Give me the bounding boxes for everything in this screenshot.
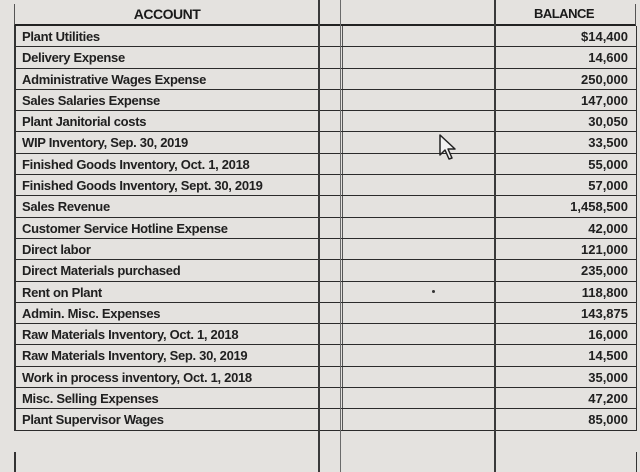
balance-value: $14,400: [581, 29, 628, 44]
cell-divider: [342, 132, 343, 152]
cell-divider: [342, 345, 343, 365]
balance-value: 85,000: [588, 412, 628, 428]
empty-cell: [320, 324, 496, 344]
cell-divider: [342, 218, 343, 238]
empty-cell: [320, 196, 496, 216]
account-name: Work in process inventory, Oct. 1, 2018: [16, 367, 320, 387]
balance-value: 250,000: [581, 71, 628, 87]
mouse-pointer-icon: [438, 133, 460, 161]
table-row: [16, 196, 636, 217]
cell-divider: [342, 196, 343, 216]
balance-value: 118,800: [581, 284, 628, 300]
empty-cell: [320, 218, 496, 238]
account-name: Direct labor: [16, 239, 320, 259]
balance-value: 33,500: [588, 135, 628, 151]
account-name: Admin. Misc. Expenses: [16, 303, 320, 323]
account-name: WIP Inventory, Sep. 30, 2019: [16, 132, 320, 152]
table-row: [16, 303, 636, 324]
account-name: Delivery Expense: [16, 47, 320, 67]
empty-cell: [320, 175, 496, 195]
empty-cell: [320, 282, 496, 302]
empty-cell: [320, 90, 496, 110]
cell-divider: [342, 175, 343, 195]
table-row: [16, 47, 636, 68]
empty-cell: [320, 345, 496, 365]
account-column-header: ACCOUNT: [133, 6, 201, 22]
account-name: Raw Materials Inventory, Sep. 30, 2019: [16, 345, 320, 365]
balance-value: 147,000: [581, 92, 628, 108]
empty-cell: [320, 367, 496, 387]
table-row: [16, 132, 636, 153]
account-table: [14, 26, 637, 431]
table-row: [16, 90, 636, 111]
screen-speck: [432, 290, 435, 293]
balance-value: 47,200: [588, 391, 628, 407]
table-row: [16, 69, 636, 90]
table-row: [16, 367, 636, 388]
balance-value: 14,600: [588, 50, 628, 66]
account-name: Rent on Plant: [16, 282, 320, 302]
empty-cell: [320, 132, 496, 152]
account-name: Administrative Wages Expense: [16, 69, 320, 89]
account-name: Customer Service Hotline Expense: [16, 218, 320, 238]
cell-divider: [342, 69, 343, 89]
empty-cell: [320, 409, 496, 429]
table-row: [16, 345, 636, 366]
balance-value: 35,000: [588, 369, 628, 385]
cell-divider: [342, 26, 343, 46]
cell-divider: [342, 47, 343, 67]
account-name: Plant Supervisor Wages: [16, 409, 320, 429]
balance-value: 30,050: [588, 114, 628, 130]
account-name: Direct Materials purchased: [16, 260, 320, 280]
cell-divider: [342, 388, 343, 408]
empty-row: [14, 452, 637, 472]
table-row: [16, 388, 636, 409]
balance-value: 1,458,500: [570, 199, 628, 215]
table-row: [16, 409, 636, 430]
cell-divider: [342, 260, 343, 280]
cell-divider: [342, 239, 343, 259]
account-name: Plant Utilities: [16, 26, 320, 46]
table-row: [16, 239, 636, 260]
balance-value: 42,000: [588, 220, 628, 236]
header-row: [14, 4, 636, 26]
column-divider: [318, 0, 320, 472]
balance-value: 14,500: [588, 348, 628, 364]
cell-divider: [342, 154, 343, 174]
balance-value: 235,000: [581, 263, 628, 279]
account-name: Misc. Selling Expenses: [16, 388, 320, 408]
empty-cell: [320, 260, 496, 280]
empty-cell: [320, 111, 496, 131]
empty-cell: [320, 303, 496, 323]
empty-cell: [320, 154, 496, 174]
table-row: [16, 260, 636, 281]
column-divider: [494, 0, 496, 472]
balance-value: 57,000: [588, 178, 628, 194]
table-row: [16, 218, 636, 239]
cell-divider: [342, 409, 343, 429]
empty-cell: [320, 388, 496, 408]
balance-value: 121,000: [581, 241, 628, 257]
account-name: Sales Salaries Expense: [16, 90, 320, 110]
balance-column-header: BALANCE: [533, 6, 595, 21]
account-name: Plant Janitorial costs: [16, 111, 320, 131]
balance-value: 55,000: [588, 156, 628, 172]
cell-divider: [342, 367, 343, 387]
cell-divider: [342, 282, 343, 302]
table-row: [16, 26, 636, 47]
cell-divider: [342, 303, 343, 323]
cell-divider: [342, 111, 343, 131]
balance-value: 16,000: [588, 327, 628, 343]
cell-divider: [342, 90, 343, 110]
empty-cell: [320, 47, 496, 67]
table-row: [16, 111, 636, 132]
account-name: Raw Materials Inventory, Oct. 1, 2018: [16, 324, 320, 344]
table-row: [16, 324, 636, 345]
table-row: [16, 154, 636, 175]
empty-cell: [320, 239, 496, 259]
empty-cell: [320, 69, 496, 89]
table-row: [16, 282, 636, 303]
account-name: Sales Revenue: [16, 196, 320, 216]
cell-divider: [342, 324, 343, 344]
table-row: [16, 175, 636, 196]
balance-value: 143,875: [581, 305, 628, 321]
account-name: Finished Goods Inventory, Sept. 30, 2019: [16, 175, 320, 195]
column-divider: [340, 0, 341, 472]
account-name: Finished Goods Inventory, Oct. 1, 2018: [16, 154, 320, 174]
empty-cell: [320, 26, 496, 46]
